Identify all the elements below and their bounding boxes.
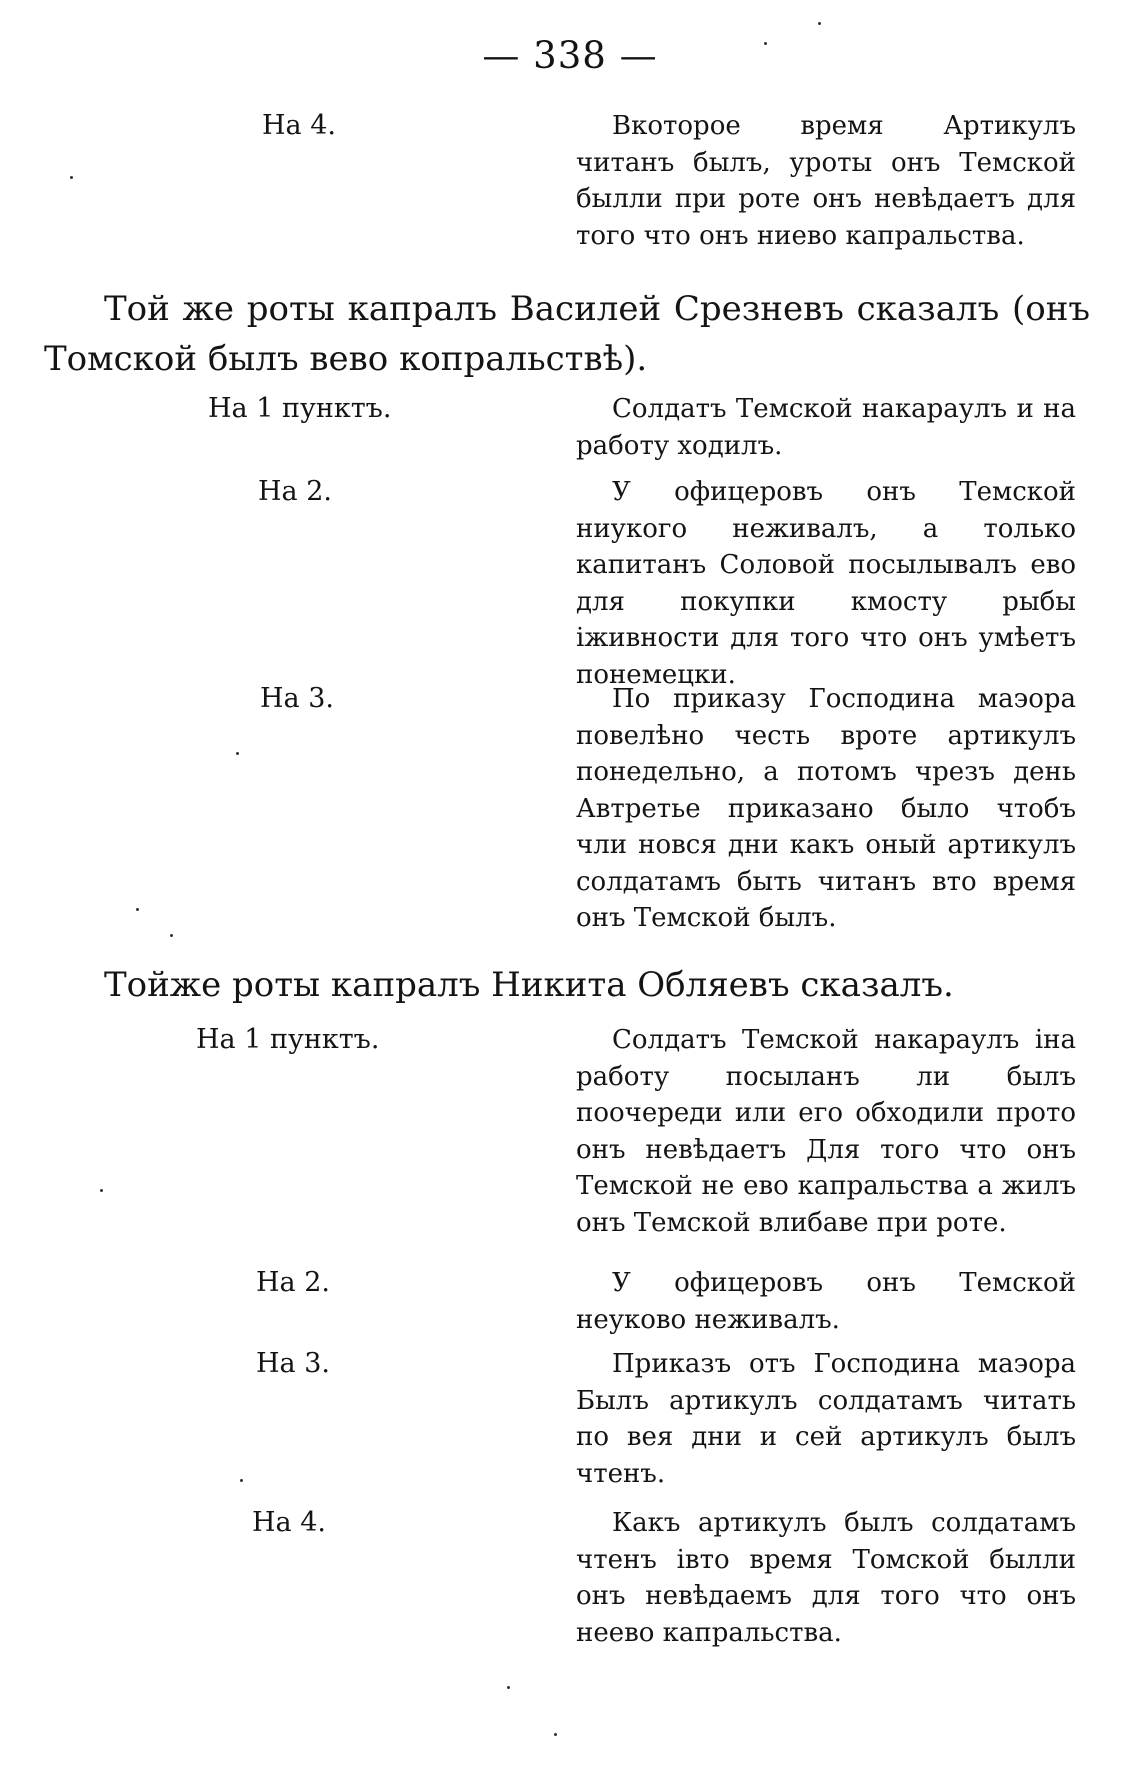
scan-speck <box>764 42 767 45</box>
scan-speck <box>240 1479 243 1482</box>
answer-label: На 2. <box>256 1267 330 1298</box>
answer-label: На 4. <box>252 1507 326 1538</box>
answer-label: На 1 пунктъ. <box>208 393 392 424</box>
scan-speck <box>236 752 239 755</box>
testimony-heading: Той же роты капралъ Василей Срезневъ сказалъ (онъ Томской былъ вево копральствѣ). <box>44 289 1090 379</box>
testimony-heading: Тойже роты капралъ Никита Обляевъ сказалъ. <box>104 965 954 1005</box>
answer-label: На 3. <box>260 683 334 714</box>
answer-text: Солдатъ Темской накараулъ іна работу посыланъ ли былъ поочереди или его обходили прото онъ невѣдаетъ Для того что онъ Темской не ево капральства а жилъ онъ Темской влибаве при роте. <box>576 1025 1076 1238</box>
scan-speck <box>507 1686 510 1689</box>
answer-text: У офицеровъ онъ Темской неуково неживалъ. <box>576 1268 1076 1335</box>
scan-speck <box>100 1189 103 1192</box>
scan-speck <box>70 176 73 179</box>
scan-speck <box>170 934 173 937</box>
scan-speck <box>818 22 821 25</box>
answer-text: Приказъ отъ Господина маэора Былъ артикулъ солдатамъ читать по вея дни и сей артикулъ былъ чтенъ. <box>576 1349 1076 1489</box>
answer-label: На 4. <box>262 110 336 141</box>
page-number: — 338 — <box>482 34 658 77</box>
scan-speck <box>554 1733 557 1736</box>
answer-text: По приказу Господина маэора повелѣно честь вроте артикулъ понедельно, а потомъ чрезъ день Автретье приказано было чтобъ чли новся дни какъ оный артикулъ солдатамъ быть читанъ вто время онъ Темской былъ. <box>576 684 1076 933</box>
scan-speck <box>136 908 139 911</box>
answer-label: На 2. <box>258 476 332 507</box>
answer-label: На 1 пунктъ. <box>196 1024 380 1055</box>
answer-text: У офицеровъ онъ Темской ниукого неживалъ, а только капитанъ Соловой посылывалъ ево для покупки кмосту рыбы іживности для того что онъ умѣетъ понемецки. <box>576 477 1076 690</box>
answer-text: Солдатъ Темской накараулъ и на работу ходилъ. <box>576 394 1076 461</box>
answer-text: Вкоторое время Артикулъ читанъ былъ, уроты онъ Темской былли при роте онъ невѣдаетъ для того что онъ ниево капральства. <box>576 111 1076 251</box>
answer-text: Какъ артикулъ былъ солдатамъ чтенъ івто время Томской былли онъ невѣдаемъ для того что онъ неево капральства. <box>576 1508 1076 1648</box>
answer-label: На 3. <box>256 1348 330 1379</box>
